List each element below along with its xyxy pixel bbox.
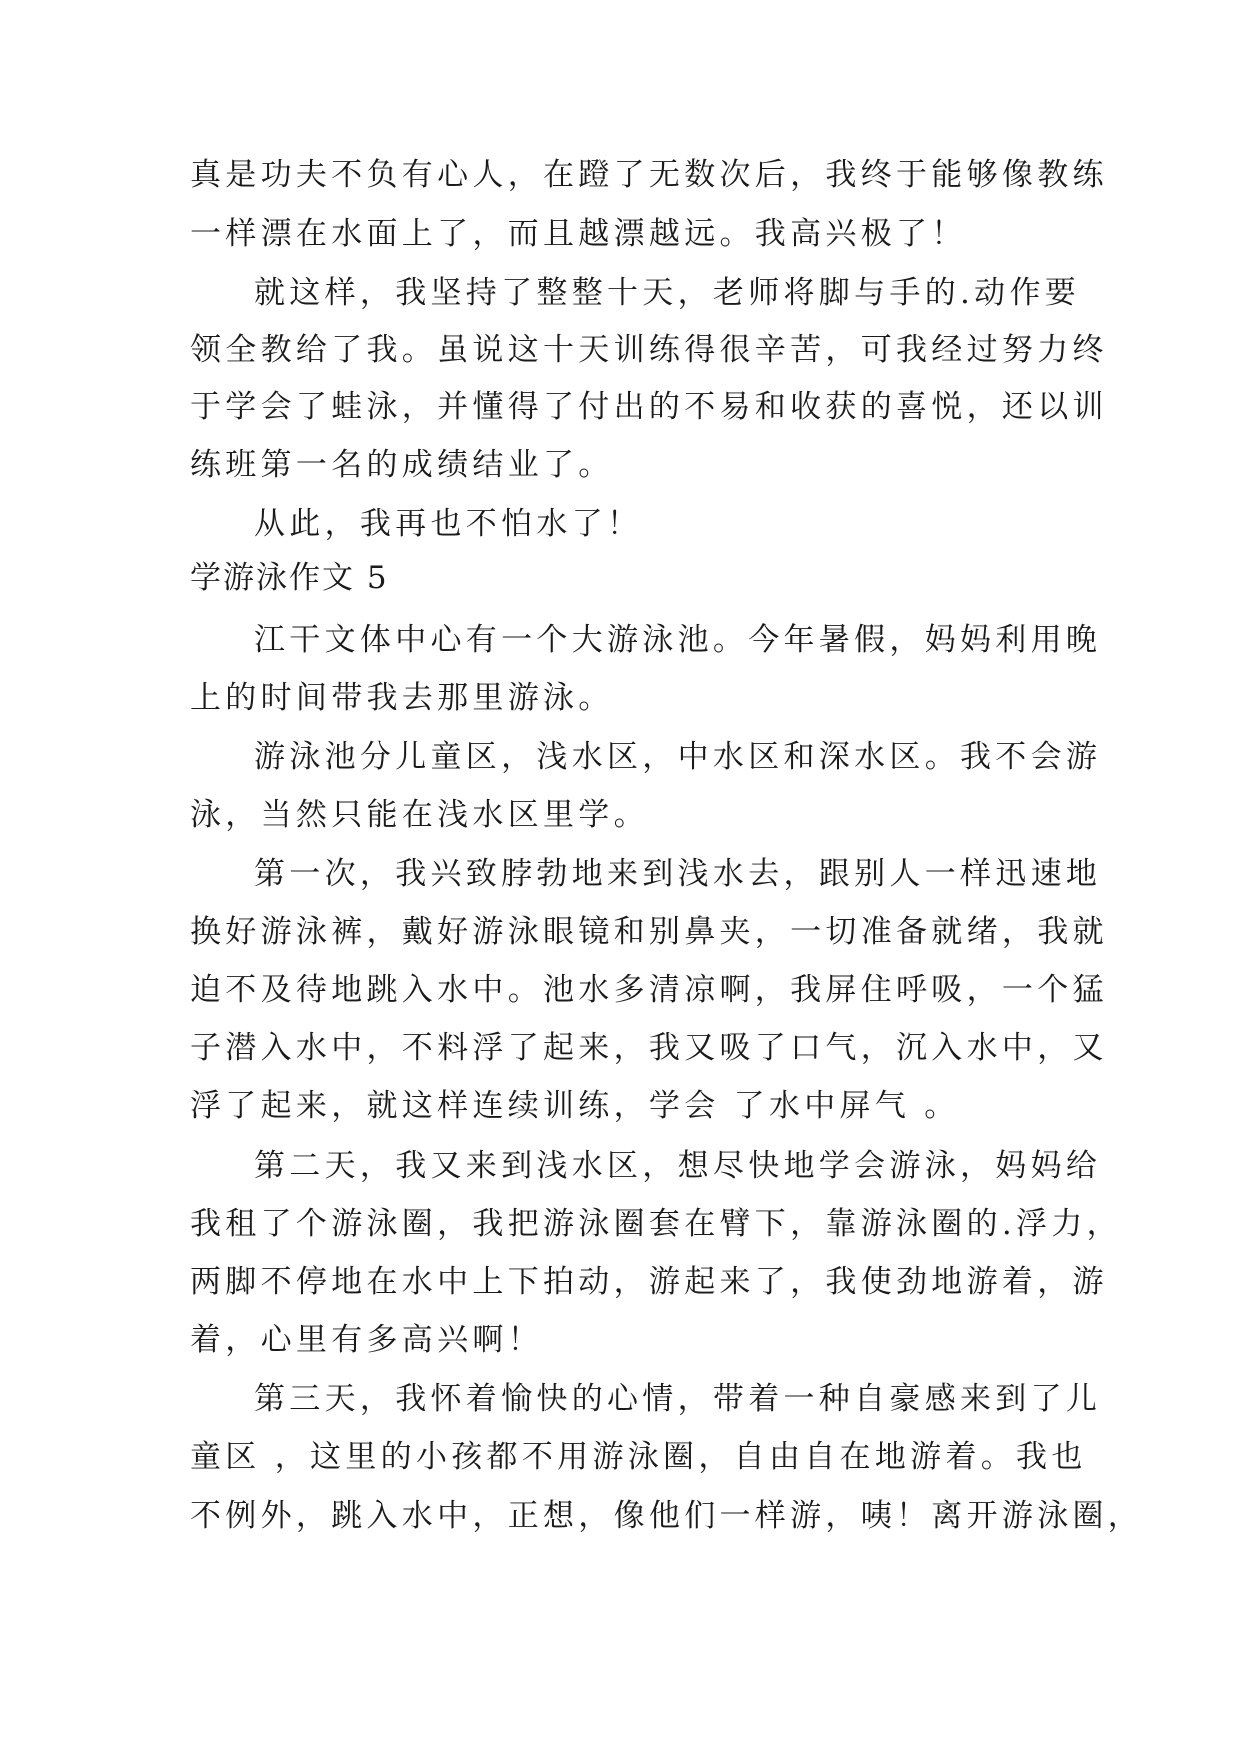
text-line: 子潜入水中，不料浮了起来，我又吸了口气，沉入水中，又 xyxy=(190,1030,1108,1066)
text-line: 两脚不停地在水中上下拍动，游起来了，我使劲地游着，游 xyxy=(190,1264,1108,1300)
text-line: 迫不及待地跳入水中。池水多清凉啊，我屏住呼吸，一个猛 xyxy=(190,972,1108,1008)
paragraph-line: 第一次，我兴致脖勃地来到浅水去，跟别人一样迅速地 xyxy=(254,856,1102,892)
text-line: 于学会了蛙泳，并懂得了付出的不易和收获的喜悦，还以训 xyxy=(190,389,1108,425)
paragraph-line: 游泳池分儿童区，浅水区，中水区和深水区。我不会游 xyxy=(254,739,1102,775)
paragraph-line: 第三天，我怀着愉快的心情，带着一种自豪感来到了儿 xyxy=(254,1381,1102,1417)
paragraph-line: 第二天，我又来到浅水区，想尽快地学会游泳，妈妈给 xyxy=(254,1148,1102,1184)
text-line: 着，心里有多高兴啊！ xyxy=(190,1322,543,1358)
paragraph-line: 就这样，我坚持了整整十天，老师将脚与手的.动作要 xyxy=(254,275,1081,311)
text-line: 一样漂在水面上了，而且越漂越远。我高兴极了！ xyxy=(190,216,967,252)
section-heading: 学游泳作文 5 xyxy=(190,560,389,596)
text-line: 领全教给了我。虽说这十天训练得很辛苦，可我经过努力终 xyxy=(190,332,1108,368)
paragraph-line: 从此，我再也不怕水了！ xyxy=(254,506,643,542)
text-line: 不例外，跳入水中，正想，像他们一样游，咦！离开游泳圈， xyxy=(190,1498,1144,1534)
text-line: 浮了起来，就这样连续训练，学会 了水中屏气 。 xyxy=(190,1088,960,1124)
text-line: 我租了个游泳圈，我把游泳圈套在臂下，靠游泳圈的.浮力， xyxy=(190,1206,1122,1242)
text-line: 上的时间带我去那里游泳。 xyxy=(190,680,614,716)
text-line: 练班第一名的成绩结业了。 xyxy=(190,447,614,483)
text-line: 童区 ，这里的小孩都不用游泳圈，自由自在地游着。我也 xyxy=(190,1439,1087,1475)
text-line: 换好游泳裤，戴好游泳眼镜和别鼻夹，一切准备就绪，我就 xyxy=(190,914,1108,950)
text-line: 泳，当然只能在浅水区里学。 xyxy=(190,797,649,833)
paragraph-line: 江干文体中心有一个大游泳池。今年暑假，妈妈利用晚 xyxy=(254,622,1102,658)
text-line: 真是功夫不负有心人，在蹬了无数次后，我终于能够像教练 xyxy=(190,157,1108,193)
